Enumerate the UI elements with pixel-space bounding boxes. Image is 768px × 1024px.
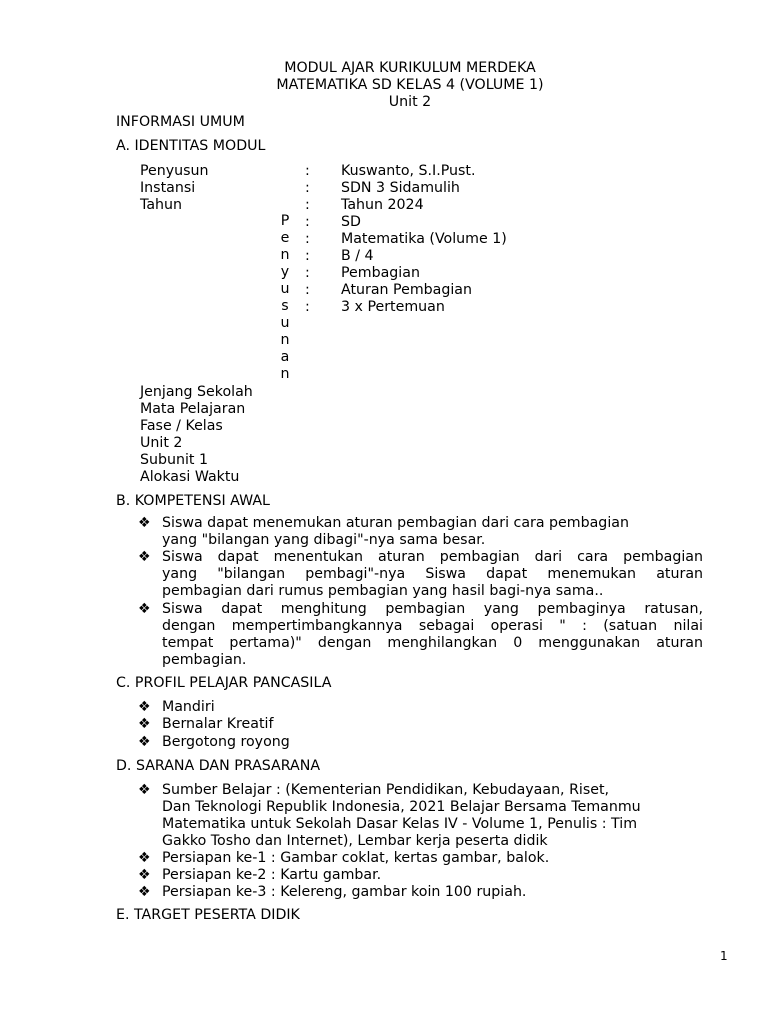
label-penyusun: Penyusun [140,163,209,179]
vertical-letter: P [280,213,290,229]
kompetensi-item-3-line4: pembagian. [162,652,247,668]
profil-item-gotong-royong: Bergotong royong [162,734,290,750]
vertical-letter: e [280,230,290,246]
label-alokasi: Alokasi Waktu [140,469,240,485]
colon: : [305,197,310,213]
kompetensi-item-2-line3: pembagian dari rumus pembagian yang hasil bagi-nya sama.. [162,583,604,599]
sumber-line3: Matematika untuk Sekolah Dasar Kelas IV - Volume 1, Penulis : Tim [162,816,638,832]
bullet-icon: ❖ [138,867,151,883]
colon: : [305,248,310,264]
bullet-icon: ❖ [138,515,151,531]
value-subunit: Aturan Pembagian [341,282,472,298]
colon: : [305,180,310,196]
bullet-icon: ❖ [138,716,151,732]
page-number: 1 [720,949,728,963]
persiapan-3: Persiapan ke-3 : Kelereng, gambar koin 100 rupiah. [162,884,527,900]
colon: : [305,282,310,298]
label-mapel: Mata Pelajaran [140,401,246,417]
vertical-letter: n [280,332,290,348]
bullet-icon: ❖ [138,782,151,798]
bullet-icon: ❖ [138,850,151,866]
vertical-letter: s [281,298,289,314]
colon: : [305,299,310,315]
vertical-label-penyusunan [278,213,292,383]
label-fase: Fase / Kelas [140,418,223,434]
sumber-line2: Dan Teknologi Republik Indonesia, 2021 Belajar Bersama Temanmu [162,799,641,815]
colon: : [305,265,310,281]
kompetensi-item-3-line3: tempat pertama)" dengan menghilangkan 0 menggunakan aturan [162,635,703,651]
doc-title-line1: MODUL AJAR KURIKULUM MERDEKA [284,60,536,76]
label-unit: Unit 2 [140,435,183,451]
heading-identitas: A. IDENTITAS MODUL [116,138,266,154]
value-mapel: Matematika (Volume 1) [341,231,507,247]
kompetensi-item-2-line1: Siswa dapat menentukan aturan pembagian dari cara pembagian [162,549,703,565]
value-instansi: SDN 3 Sidamulih [341,180,460,196]
value-fase-kelas: B / 4 [341,248,374,264]
heading-kompetensi: B. KOMPETENSI AWAL [116,493,270,509]
label-tahun: Tahun [140,197,182,213]
vertical-letter: u [280,315,290,331]
bullet-icon: ❖ [138,884,151,900]
profil-item-kreatif: Bernalar Kreatif [162,716,274,732]
vertical-letter: n [280,366,290,382]
value-penyusun: Kuswanto, S.I.Pust. [341,163,476,179]
sumber-line1: Sumber Belajar : (Kementerian Pendidikan, Kebudayaan, Riset, [162,782,610,798]
bullet-icon: ❖ [138,734,151,750]
heading-profil: C. PROFIL PELAJAR PANCASILA [116,675,332,691]
value-tahun: Tahun 2024 [341,197,424,213]
value-alokasi: 3 x Pertemuan [341,299,445,315]
colon: : [305,231,310,247]
label-instansi: Instansi [140,180,196,196]
persiapan-2: Persiapan ke-2 : Kartu gambar. [162,867,382,883]
vertical-letter: y [280,264,290,280]
kompetensi-item-3-line1: Siswa dapat menghitung pembagian yang pembaginya ratusan, [162,601,703,617]
vertical-letter: n [280,247,290,263]
label-jenjang: Jenjang Sekolah [140,384,253,400]
profil-item-mandiri: Mandiri [162,699,215,715]
persiapan-1: Persiapan ke-1 : Gambar coklat, kertas gambar, balok. [162,850,550,866]
doc-title-line2: MATEMATIKA SD KELAS 4 (VOLUME 1) [276,77,544,93]
colon: : [305,163,310,179]
bullet-icon: ❖ [138,699,151,715]
label-subunit: Subunit 1 [140,452,209,468]
value-unit: Pembagian [341,265,420,281]
bullet-icon: ❖ [138,601,151,617]
heading-target: E. TARGET PESERTA DIDIK [116,907,300,923]
sumber-line4: Gakko Tosho dan Internet), Lembar kerja peserta didik [162,833,548,849]
section-title: INFORMASI UMUM [116,114,245,130]
kompetensi-item-1-line2: yang "bilangan yang dibagi"-nya sama besar. [162,532,486,548]
value-jenjang: SD [341,214,361,230]
vertical-letter: u [280,281,290,297]
bullet-icon: ❖ [138,549,151,565]
kompetensi-item-2-line2: yang "bilangan pembagi"-nya Siswa dapat menemukan aturan [162,566,703,582]
kompetensi-item-3-line2: dengan mempertimbangkannya sebagai operasi " : (satuan nilai [162,618,703,634]
vertical-letter: a [280,349,290,365]
colon: : [305,214,310,230]
kompetensi-item-1-line1: Siswa dapat menemukan aturan pembagian dari cara pembagian [162,515,629,531]
doc-title-line3: Unit 2 [388,94,432,110]
heading-sarana: D. SARANA DAN PRASARANA [116,758,321,774]
